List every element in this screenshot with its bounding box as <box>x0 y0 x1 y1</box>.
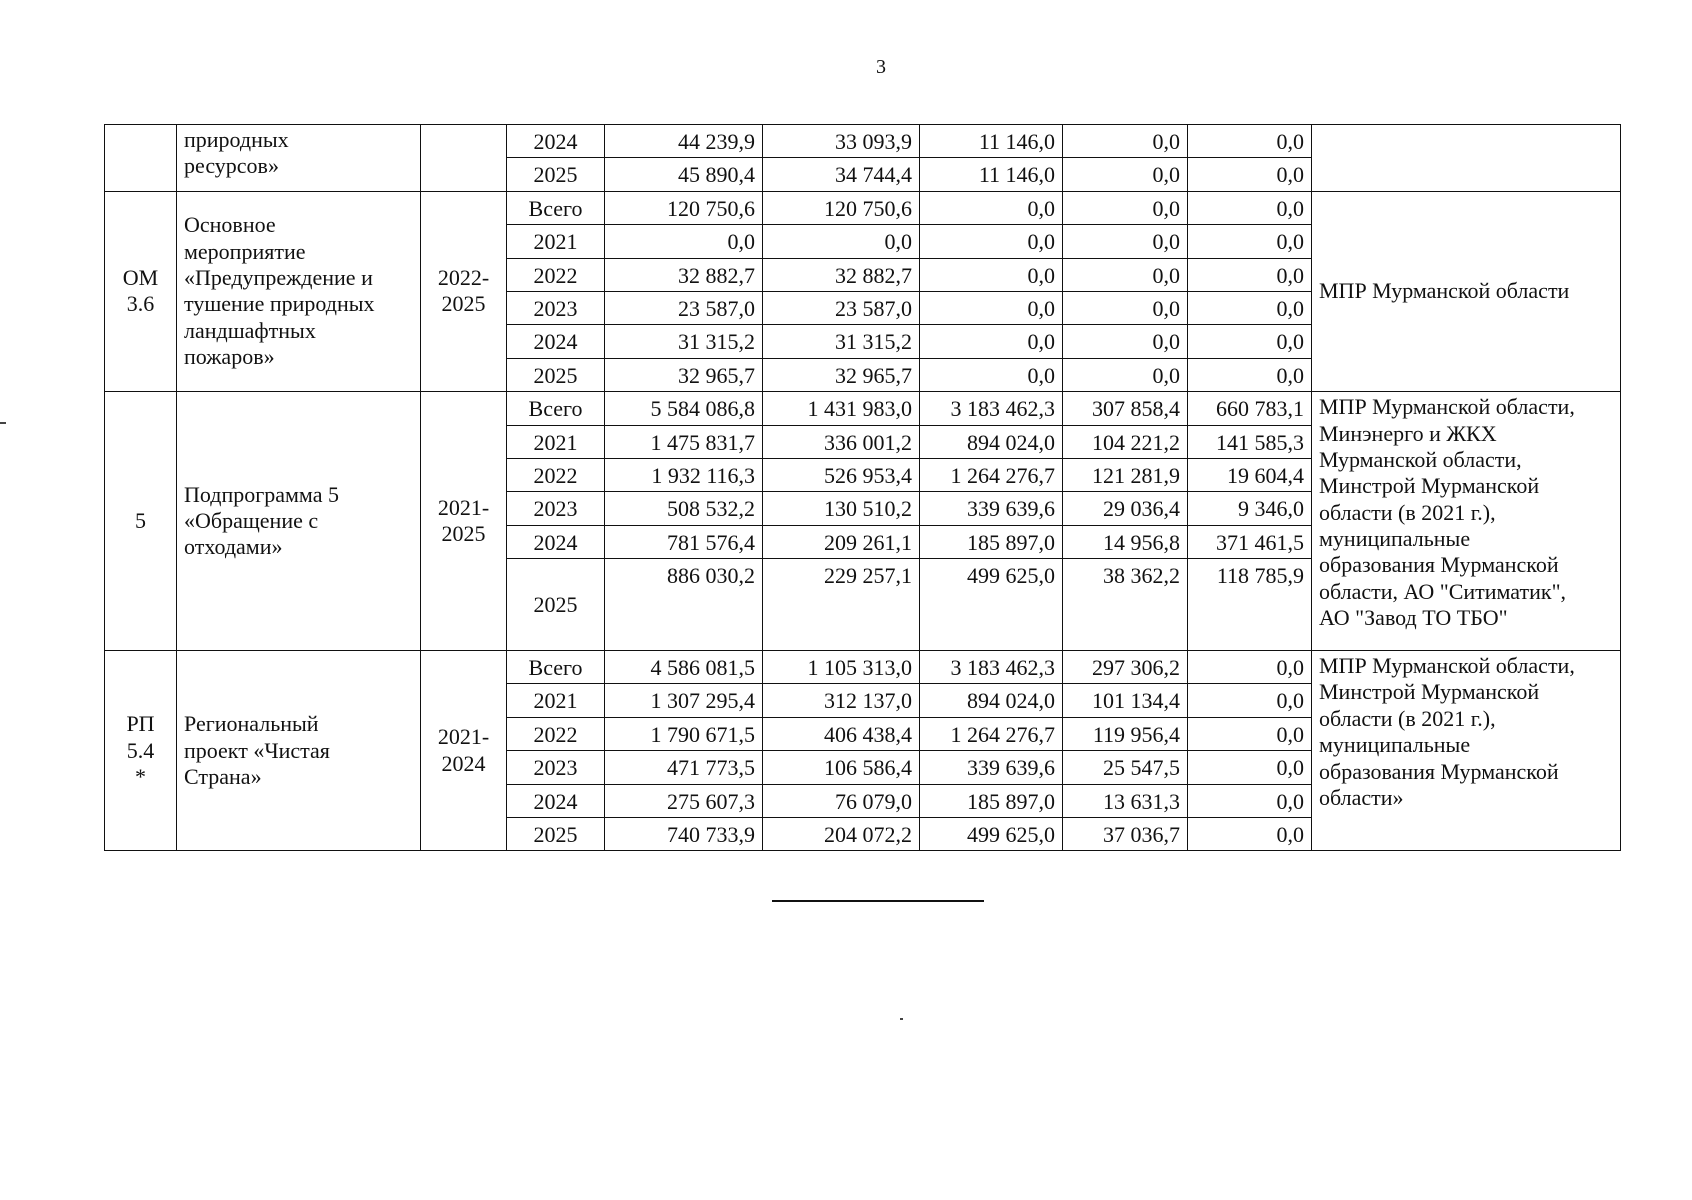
other-sources-cell: 0,0 <box>1188 651 1312 684</box>
local-budget-cell: 0,0 <box>1063 291 1188 324</box>
regional-budget-cell: 0,0 <box>920 358 1063 391</box>
federal-budget-cell: 312 137,0 <box>763 684 920 717</box>
total-cell: 23 587,0 <box>605 291 763 324</box>
row-name: Региональный проект «Чистая Страна» <box>177 651 421 851</box>
year-cell: 2024 <box>507 525 605 558</box>
federal-budget-cell: 526 953,4 <box>763 458 920 491</box>
row-period: 2022- 2025 <box>421 191 507 391</box>
table-row <box>105 392 1621 425</box>
total-cell: 1 932 116,3 <box>605 458 763 491</box>
total-cell: 781 576,4 <box>605 525 763 558</box>
federal-budget-cell: 32 965,7 <box>763 358 920 391</box>
year-cell: 2023 <box>507 751 605 784</box>
total-cell: 275 607,3 <box>605 784 763 817</box>
scan-speck <box>0 422 6 424</box>
total-cell: 508 532,2 <box>605 492 763 525</box>
local-budget-cell: 121 281,9 <box>1063 458 1188 491</box>
executor-cell: МПР Мурманской области, Минстрой Мурманской области (в 2021 г.), муниципальные образования Мурманской области» <box>1312 651 1621 851</box>
federal-budget-cell: 229 257,1 <box>763 559 920 651</box>
row-code <box>105 125 177 192</box>
federal-budget-cell: 33 093,9 <box>763 125 920 158</box>
total-cell: 1 307 295,4 <box>605 684 763 717</box>
total-cell: 886 030,2 <box>605 559 763 651</box>
local-budget-cell: 0,0 <box>1063 158 1188 191</box>
local-budget-cell: 0,0 <box>1063 191 1188 224</box>
row-name: Подпрограмма 5 «Обращение с отходами» <box>177 392 421 651</box>
local-budget-cell: 0,0 <box>1063 325 1188 358</box>
row-name: Основное мероприятие «Предупреждение и тушение природных ландшафтных пожаров» <box>177 191 421 391</box>
regional-budget-cell: 0,0 <box>920 325 1063 358</box>
year-cell: 2025 <box>507 559 605 651</box>
other-sources-cell: 0,0 <box>1188 125 1312 158</box>
local-budget-cell: 0,0 <box>1063 358 1188 391</box>
other-sources-cell: 0,0 <box>1188 191 1312 224</box>
total-cell: 5 584 086,8 <box>605 392 763 425</box>
year-cell: 2022 <box>507 258 605 291</box>
other-sources-cell: 0,0 <box>1188 717 1312 750</box>
regional-budget-cell: 0,0 <box>920 191 1063 224</box>
total-cell: 120 750,6 <box>605 191 763 224</box>
row-code: ОМ 3.6 <box>105 191 177 391</box>
local-budget-cell: 38 362,2 <box>1063 559 1188 651</box>
other-sources-cell: 660 783,1 <box>1188 392 1312 425</box>
year-cell: 2022 <box>507 458 605 491</box>
federal-budget-cell: 23 587,0 <box>763 291 920 324</box>
other-sources-cell: 9 346,0 <box>1188 492 1312 525</box>
executor-cell: МПР Мурманской области, Минэнерго и ЖКХ Мурманской области, Минстрой Мурманской области (в 2021 г.), муниципальные образования Мурманской области, АО "Ситиматик", АО "Завод ТО ТБО" <box>1312 392 1621 651</box>
local-budget-cell: 25 547,5 <box>1063 751 1188 784</box>
other-sources-cell: 0,0 <box>1188 225 1312 258</box>
year-cell: 2025 <box>507 818 605 851</box>
year-cell: 2023 <box>507 291 605 324</box>
total-cell: 740 733,9 <box>605 818 763 851</box>
year-cell: 2025 <box>507 358 605 391</box>
total-cell: 32 882,7 <box>605 258 763 291</box>
local-budget-cell: 29 036,4 <box>1063 492 1188 525</box>
other-sources-cell: 0,0 <box>1188 325 1312 358</box>
year-cell: Всего <box>507 651 605 684</box>
table-row <box>105 191 1621 224</box>
total-cell: 45 890,4 <box>605 158 763 191</box>
other-sources-cell: 371 461,5 <box>1188 525 1312 558</box>
federal-budget-cell: 31 315,2 <box>763 325 920 358</box>
row-period: 2021- 2025 <box>421 392 507 651</box>
year-cell: 2024 <box>507 325 605 358</box>
federal-budget-cell: 130 510,2 <box>763 492 920 525</box>
total-cell: 44 239,9 <box>605 125 763 158</box>
regional-budget-cell: 0,0 <box>920 291 1063 324</box>
federal-budget-cell: 1 431 983,0 <box>763 392 920 425</box>
row-code: РП 5.4 * <box>105 651 177 851</box>
year-cell: 2022 <box>507 717 605 750</box>
regional-budget-cell: 339 639,6 <box>920 751 1063 784</box>
row-period: 2021- 2024 <box>421 651 507 851</box>
total-cell: 31 315,2 <box>605 325 763 358</box>
other-sources-cell: 141 585,3 <box>1188 425 1312 458</box>
total-cell: 32 965,7 <box>605 358 763 391</box>
federal-budget-cell: 0,0 <box>763 225 920 258</box>
federal-budget-cell: 209 261,1 <box>763 525 920 558</box>
row-code: 5 <box>105 392 177 651</box>
local-budget-cell: 297 306,2 <box>1063 651 1188 684</box>
federal-budget-cell: 76 079,0 <box>763 784 920 817</box>
regional-budget-cell: 11 146,0 <box>920 125 1063 158</box>
regional-budget-cell: 185 897,0 <box>920 784 1063 817</box>
local-budget-cell: 0,0 <box>1063 258 1188 291</box>
year-cell: 2023 <box>507 492 605 525</box>
total-cell: 1 790 671,5 <box>605 717 763 750</box>
local-budget-cell: 0,0 <box>1063 125 1188 158</box>
federal-budget-cell: 1 105 313,0 <box>763 651 920 684</box>
federal-budget-cell: 120 750,6 <box>763 191 920 224</box>
other-sources-cell: 0,0 <box>1188 751 1312 784</box>
local-budget-cell: 14 956,8 <box>1063 525 1188 558</box>
row-name: природных ресурсов» <box>177 125 421 192</box>
regional-budget-cell: 499 625,0 <box>920 559 1063 651</box>
other-sources-cell: 0,0 <box>1188 684 1312 717</box>
year-cell: Всего <box>507 191 605 224</box>
other-sources-cell: 0,0 <box>1188 784 1312 817</box>
total-cell: 4 586 081,5 <box>605 651 763 684</box>
other-sources-cell: 0,0 <box>1188 818 1312 851</box>
regional-budget-cell: 894 024,0 <box>920 425 1063 458</box>
regional-budget-cell: 1 264 276,7 <box>920 458 1063 491</box>
local-budget-cell: 101 134,4 <box>1063 684 1188 717</box>
regional-budget-cell: 11 146,0 <box>920 158 1063 191</box>
other-sources-cell: 0,0 <box>1188 158 1312 191</box>
regional-budget-cell: 0,0 <box>920 258 1063 291</box>
local-budget-cell: 13 631,3 <box>1063 784 1188 817</box>
local-budget-cell: 119 956,4 <box>1063 717 1188 750</box>
table-row <box>105 125 1621 158</box>
federal-budget-cell: 204 072,2 <box>763 818 920 851</box>
federal-budget-cell: 106 586,4 <box>763 751 920 784</box>
local-budget-cell: 307 858,4 <box>1063 392 1188 425</box>
regional-budget-cell: 894 024,0 <box>920 684 1063 717</box>
executor-cell <box>1312 125 1621 192</box>
federal-budget-cell: 34 744,4 <box>763 158 920 191</box>
regional-budget-cell: 3 183 462,3 <box>920 392 1063 425</box>
row-period <box>421 125 507 192</box>
regional-budget-cell: 185 897,0 <box>920 525 1063 558</box>
regional-budget-cell: 0,0 <box>920 225 1063 258</box>
footer-divider <box>772 900 984 902</box>
regional-budget-cell: 3 183 462,3 <box>920 651 1063 684</box>
other-sources-cell: 0,0 <box>1188 291 1312 324</box>
table-row <box>105 651 1621 684</box>
federal-budget-cell: 336 001,2 <box>763 425 920 458</box>
regional-budget-cell: 339 639,6 <box>920 492 1063 525</box>
scan-speck <box>900 1018 903 1020</box>
year-cell: 2021 <box>507 425 605 458</box>
regional-budget-cell: 499 625,0 <box>920 818 1063 851</box>
year-cell: 2021 <box>507 225 605 258</box>
year-cell: 2024 <box>507 125 605 158</box>
local-budget-cell: 37 036,7 <box>1063 818 1188 851</box>
year-cell: 2021 <box>507 684 605 717</box>
local-budget-cell: 104 221,2 <box>1063 425 1188 458</box>
executor-cell: МПР Мурманской области <box>1312 191 1621 391</box>
federal-budget-cell: 406 438,4 <box>763 717 920 750</box>
other-sources-cell: 0,0 <box>1188 258 1312 291</box>
page-number: 3 <box>876 56 886 78</box>
other-sources-cell: 19 604,4 <box>1188 458 1312 491</box>
total-cell: 1 475 831,7 <box>605 425 763 458</box>
other-sources-cell: 0,0 <box>1188 358 1312 391</box>
year-cell: Всего <box>507 392 605 425</box>
local-budget-cell: 0,0 <box>1063 225 1188 258</box>
year-cell: 2024 <box>507 784 605 817</box>
total-cell: 0,0 <box>605 225 763 258</box>
federal-budget-cell: 32 882,7 <box>763 258 920 291</box>
regional-budget-cell: 1 264 276,7 <box>920 717 1063 750</box>
year-cell: 2025 <box>507 158 605 191</box>
other-sources-cell: 118 785,9 <box>1188 559 1312 651</box>
total-cell: 471 773,5 <box>605 751 763 784</box>
budget-table <box>104 124 1621 851</box>
